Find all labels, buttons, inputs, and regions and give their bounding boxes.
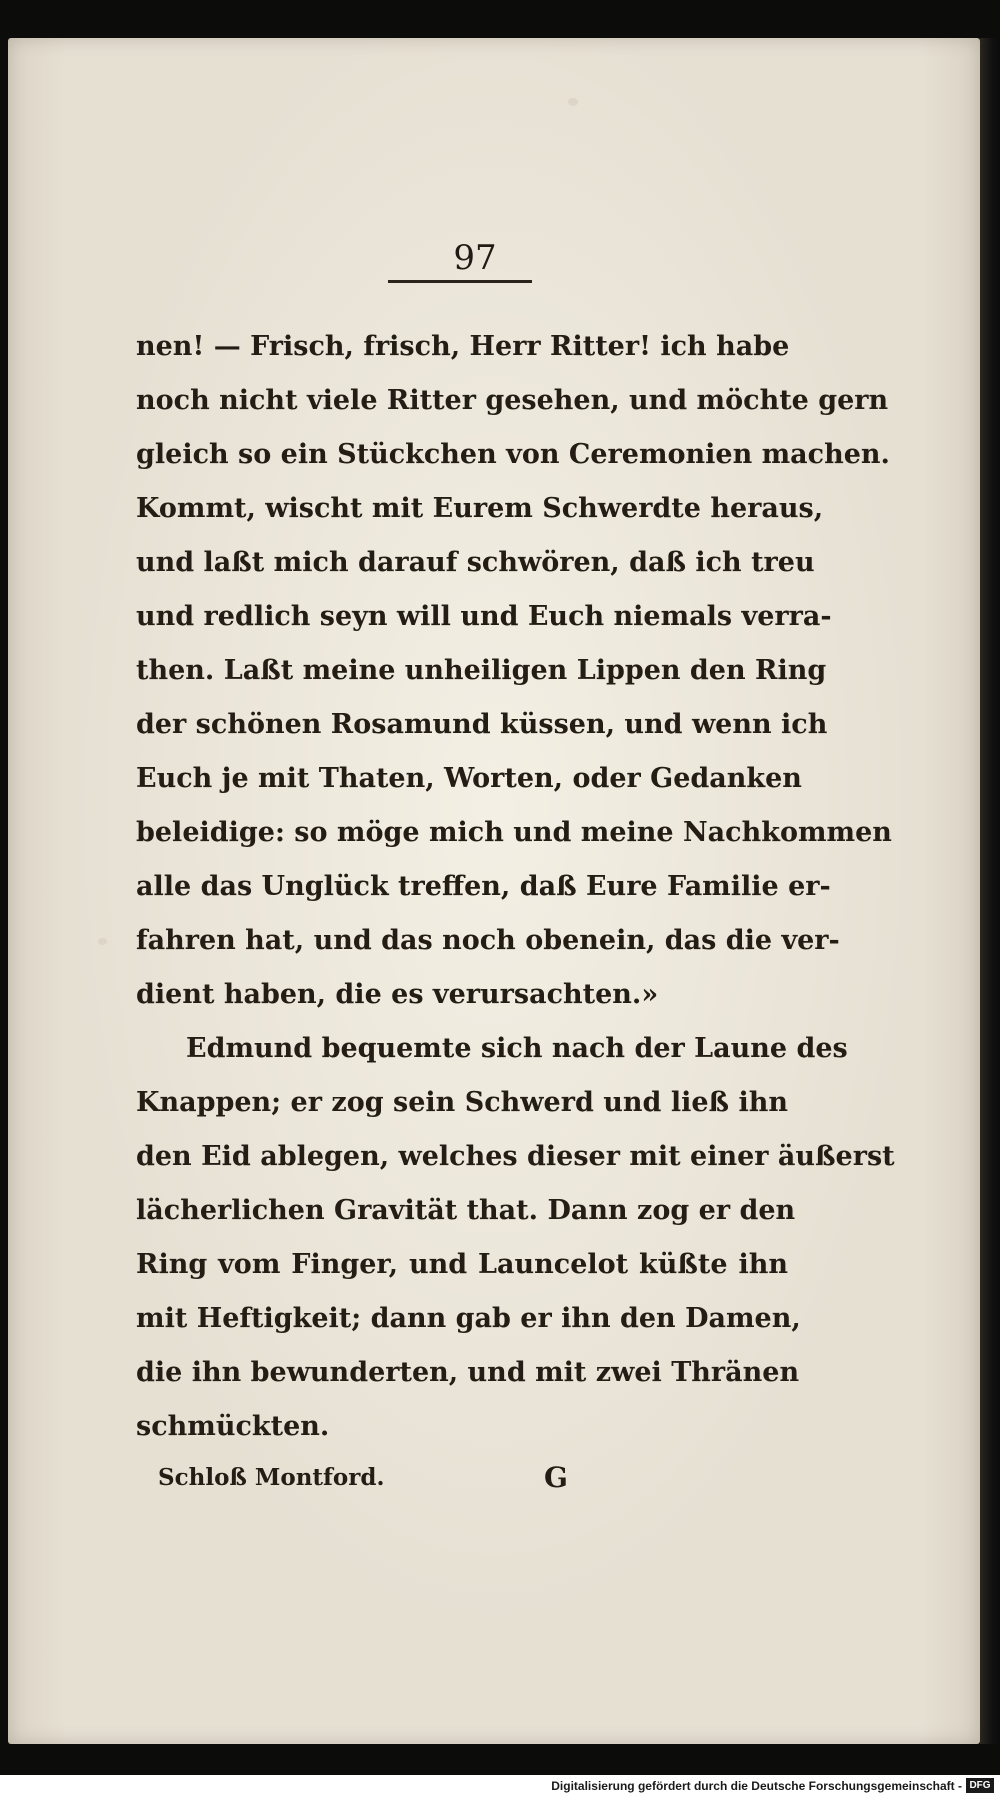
funding-credit: Digitalisierung gefördert durch die Deutsche Forschungsgemeinschaft - — [551, 1779, 962, 1793]
text-line: schmückten. — [136, 1411, 330, 1442]
dfg-logo-icon: DFG — [966, 1778, 994, 1793]
text-line: der schönen Rosamund küssen, und wenn ich — [136, 709, 828, 740]
paper-spot — [568, 98, 578, 106]
text-line: Kommt, wischt mit Eurem Schwerdte heraus, — [136, 493, 824, 524]
page-number: 97 — [453, 238, 497, 278]
text-line: fahren hat, und das noch obenein, das die ver- — [136, 925, 840, 956]
text-line: Edmund bequemte sich nach der Laune des — [186, 1033, 848, 1064]
text-line: und laßt mich darauf schwören, daß ich treu — [136, 547, 815, 578]
paper-spot — [98, 938, 107, 945]
signature-letter: G — [544, 1461, 568, 1494]
text-line: then. Laßt meine unheiligen Lippen den Ring — [136, 655, 827, 686]
text-line: gleich so ein Stückchen von Ceremonien machen. — [136, 439, 890, 470]
text-line: lächerlichen Gravität that. Dann zog er den — [136, 1195, 796, 1226]
signature-mark-text: Schloß Montford. — [158, 1464, 385, 1491]
header-rule — [388, 280, 532, 283]
book-spine — [980, 38, 1000, 1744]
text-line: den Eid ablegen, welches dieser mit einer äußerst — [136, 1141, 895, 1172]
text-line: die ihn bewunderten, und mit zwei Thränen — [136, 1357, 800, 1388]
text-line: Euch je mit Thaten, Worten, oder Gedanken — [136, 763, 802, 794]
text-line: dient haben, die es verursachten.» — [136, 979, 659, 1010]
body-text — [136, 320, 895, 1454]
text-line: nen! — Frisch, frisch, Herr Ritter! ich habe — [136, 331, 790, 362]
text-line: Ring vom Finger, und Launcelot küßte ihn — [136, 1249, 788, 1280]
text-line: und redlich seyn will und Euch niemals verra- — [136, 601, 832, 632]
text-line: noch nicht viele Ritter gesehen, und möchte gern — [136, 385, 889, 416]
text-line: Knappen; er zog sein Schwerd und ließ ihn — [136, 1087, 788, 1118]
text-line: alle das Unglück treffen, daß Eure Familie er- — [136, 871, 831, 902]
text-line: beleidige: so möge mich und meine Nachkommen — [136, 817, 892, 848]
text-line: mit Heftigkeit; dann gab er ihn den Damen, — [136, 1303, 801, 1334]
